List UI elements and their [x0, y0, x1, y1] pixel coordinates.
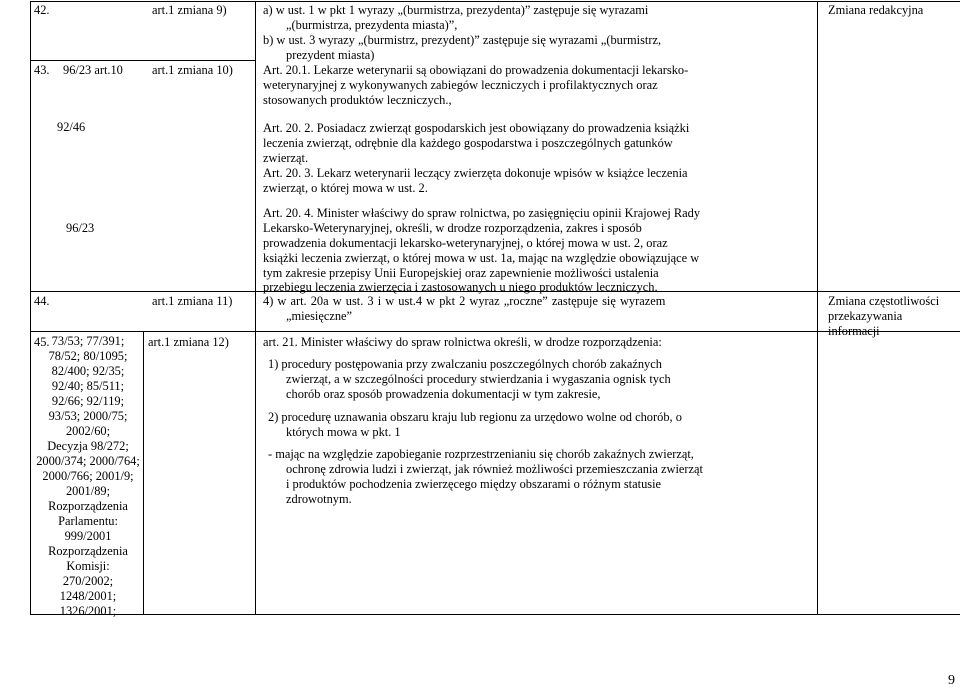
row-45-point-1-line-3: chorób oraz sposób prowadzenia dokumentacji w tym zakresie, [286, 387, 601, 401]
row-45-intro: art. 21. Minister właściwy do spraw rolnictwa określi, w drodze rozporządzenia: [263, 335, 662, 349]
row-43-number: 43. [34, 63, 50, 77]
row-45-point-2-line-2: których mowa w pkt. 1 [286, 425, 401, 439]
row-44-article: art.1 zmiana 11) [152, 294, 233, 308]
row-45-article: art.1 zmiana 12) [148, 335, 229, 349]
row-43-text-line-1: Art. 20.1. Lekarze weterynarii są obowiązani do prowadzenia dokumentacji lekarsko- [263, 63, 689, 77]
source-reference-item: 270/2002; [62, 574, 114, 588]
row-45-sources [36, 334, 140, 619]
row-45-point-2-line-1: 2) procedurę uznawania obszaru kraju lub regionu za urzędowo wolne od chorób, o [268, 410, 682, 424]
row-43-article: art.1 zmiana 10) [152, 63, 233, 77]
col-separator-src-45 [143, 331, 144, 615]
row-43-text3-line-5: tym zakresie przepisy Unii Europejskiej oraz zapewnienie możliwości ustalenia [263, 266, 659, 280]
source-reference-item: 1248/2001; [59, 589, 117, 603]
source-reference-item: 2000/374; 2000/764; [36, 454, 140, 468]
row-45-point-1-line-2: zwierząt, a w szczególności procedury stwierdzania i wygaszania ognisk tych [286, 372, 671, 386]
row-45-summary-line-4: zdrowotnym. [286, 492, 352, 506]
row-43-text-line-2: weterynaryjnej z wykonywanych zabiegów leczniczych i profilaktycznych oraz [263, 78, 658, 92]
row-43-text2-line-5: zwierząt, o której mowa w ust. 2. [263, 181, 428, 195]
source-reference-item: Parlamentu: [58, 514, 118, 528]
row-43-source-3: 96/23 [66, 221, 95, 235]
row-42-text-line-1: a) w ust. 1 w pkt 1 wyrazy „(burmistrza, prezydenta)” zastępuje się wyrazami [263, 3, 649, 17]
col-separator-2 [817, 1, 818, 615]
row-43-text-line-3: stosowanych produktów leczniczych., [263, 93, 452, 107]
col-separator-1 [255, 1, 256, 331]
source-reference-item: 2001/89; [65, 484, 111, 498]
source-reference-item: 93/53; 2000/75; [48, 409, 128, 423]
row-45-summary-line-3: i produktów pochodzenia zwierzęcego między obszarami o różnym statusie [286, 477, 662, 491]
source-reference-item: 78/52; 80/1095; [48, 349, 128, 363]
source-reference-item: Komisji: [66, 559, 110, 573]
row-42-text-line-4: prezydent miasta) [286, 48, 375, 62]
row-42-number: 42. [34, 3, 50, 17]
source-reference-item: 82/400; 92/35; [51, 364, 125, 378]
row-43-text3-line-6: przebiegu leczenia zwierzęcia i zastosowanych u niego produktów leczniczych. [263, 280, 658, 294]
row-45-summary-line-1: - mając na względzie zapobieganie rozprzestrzenianiu się chorób zakaźnych zwierząt, [268, 447, 694, 461]
page-number: 9 [948, 673, 955, 688]
row-42-article: art.1 zmiana 9) [152, 3, 227, 17]
row-42-note: Zmiana redakcyjna [828, 3, 924, 17]
source-reference-item: 999/2001 [64, 529, 112, 543]
source-reference-item: 92/66; 92/119; [51, 394, 125, 408]
row-42-text-line-3: b) w ust. 3 wyrazy „(burmistrz, prezydent)” zastępuje się wyrazami „(burmistrz, [263, 33, 662, 47]
source-reference-item: 73/53; 77/391; [51, 334, 125, 348]
row-44-text-line-2: „miesięczne” [286, 309, 353, 323]
table-left-border [30, 1, 31, 615]
table-top-border [30, 1, 960, 2]
row-45-point-1-line-1: 1) procedury postępowania przy zwalczaniu poszczególnych chorób zakaźnych [268, 357, 662, 371]
row-separator-44-45 [30, 331, 960, 332]
source-reference-item: Rozporządzenia [48, 499, 128, 513]
row-44-note-line-3: informacji [828, 324, 880, 338]
row-43-source-2: 92/46 [57, 120, 86, 134]
row-45-number: 45. [34, 335, 50, 349]
row-43-text3-line-3: prowadzenia dokumentacji lekarsko-weterynaryjnej, o której mowa w ust. 2, oraz [263, 236, 668, 250]
source-reference-item: 92/40; 85/511; [51, 379, 125, 393]
row-separator-42-43 [30, 60, 255, 61]
row-43-text2-line-1: Art. 20. 2. Posiadacz zwierząt gospodarskich jest obowiązany do prowadzenia książki [263, 121, 690, 135]
row-45-summary-line-2: ochronę zdrowia ludzi i zwierząt, jak również możliwości przemieszczania zwierząt [286, 462, 703, 476]
col-separator-art-45 [255, 331, 256, 615]
source-reference-item: 2002/60; [65, 424, 111, 438]
row-43-source: 96/23 art.10 [63, 63, 123, 77]
table-bottom-border [30, 614, 960, 615]
row-43-text3-line-2: Lekarsko-Weterynaryjnej, określi, w drodze rozporządzenia, zakres i sposób [263, 221, 642, 235]
source-reference-item: 2000/766; 2001/9; [42, 469, 134, 483]
row-42-text-line-2: „(burmistrza, prezydenta miasta)”, [286, 18, 458, 32]
source-reference-item: 1326/2001; [59, 604, 117, 618]
row-44-number: 44. [34, 294, 50, 308]
row-44-note-line-2: przekazywania [828, 309, 903, 323]
row-43-text3-line-4: książki leczenia zwierząt, o której mowa w ust. 1a, mając na względzie obowiązujące w [263, 251, 700, 265]
row-44-text-line-1: 4) w art. 20a w ust. 3 i w ust.4 w pkt 2 wyraz „roczne” zastępuje się wyrazem [263, 294, 666, 308]
row-44-note-line-1: Zmiana częstotliwości [828, 294, 940, 308]
row-43-text2-line-2: leczenia zwierząt, odrębnie dla każdego gospodarstwa i poszczególnych gatunków [263, 136, 673, 150]
source-reference-item: Rozporządzenia [48, 544, 128, 558]
row-43-text3-line-1: Art. 20. 4. Minister właściwy do spraw rolnictwa, po zasięgnięciu opinii Krajowej Rady [263, 206, 701, 220]
row-43-text2-line-4: Art. 20. 3. Lekarz weterynarii leczący zwierzęta dokonuje wpisów w książce leczenia [263, 166, 688, 180]
source-reference-item: Decyzja 98/272; [47, 439, 129, 453]
row-43-text2-line-3: zwierząt. [263, 151, 309, 165]
